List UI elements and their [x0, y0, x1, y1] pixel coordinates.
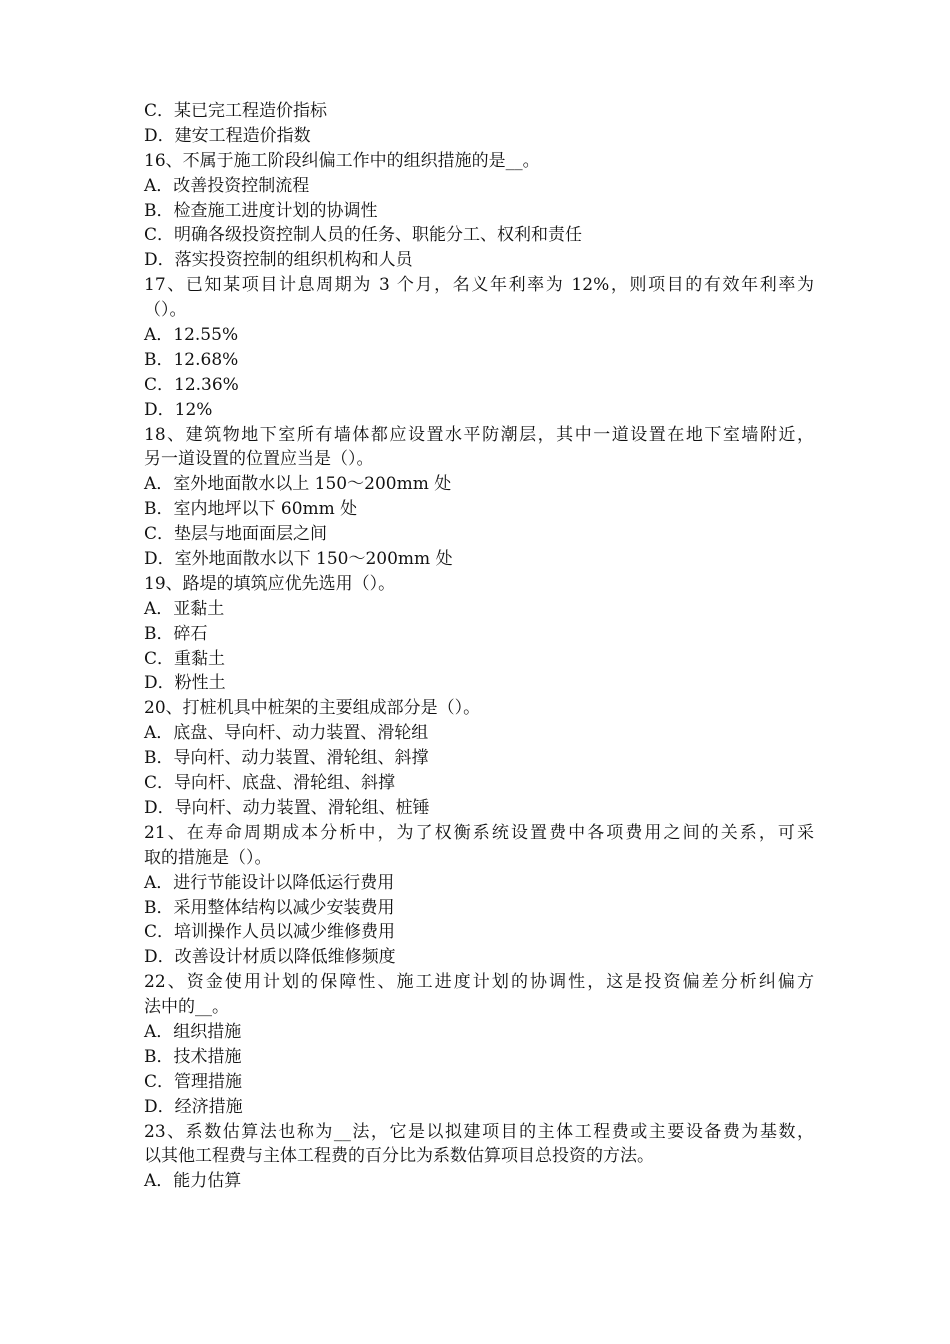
- question-22: 22、资金使用计划的保障性、施工进度计划的协调性，这是投资偏差分析纠偏方: [144, 972, 814, 993]
- option-c: C．明确各级投资控制人员的任务、职能分工、权利和责任: [144, 225, 583, 246]
- option-c: C．管理措施: [144, 1071, 243, 1092]
- option-b: B．12.68%: [144, 349, 239, 370]
- option-a: A．室外地面散水以上 150～200mm 处: [144, 474, 452, 495]
- question-17-cont: （）。: [144, 300, 187, 321]
- option-c: C．重黏土: [144, 648, 226, 669]
- question-17: 17、已知某项目计息周期为 3 个月，名义年利率为 12%，则项目的有效年利率为: [144, 275, 814, 296]
- question-21-cont: 取的措施是（）。: [144, 847, 272, 868]
- option-c: C．12.36%: [144, 374, 239, 395]
- option-b: B．检查施工进度计划的协调性: [144, 200, 378, 221]
- option-d: D．导向杆、动力装置、滑轮组、桩锤: [144, 797, 430, 818]
- option-d: D．改善设计材质以降低维修频度: [144, 947, 396, 968]
- document-page: [144, 99, 814, 1194]
- option-a: A．改善投资控制流程: [144, 175, 310, 196]
- option-d: D．12%: [144, 399, 213, 420]
- question-23: 23、系数估算法也称为__法，它是以拟建项目的主体工程费或主要设备费为基数，: [144, 1121, 814, 1142]
- option-d: D．粉性土: [144, 673, 226, 694]
- option-d: D．经济措施: [144, 1096, 243, 1117]
- question-18-cont: 另一道设置的位置应当是（）。: [144, 449, 374, 470]
- option-a: A．底盘、导向杆、动力装置、滑轮组: [144, 723, 429, 744]
- option-a: A．能力估算: [144, 1171, 242, 1192]
- question-20: 20、打桩机具中桩架的主要组成部分是（）。: [144, 698, 481, 719]
- option-c: C．培训操作人员以减少维修费用: [144, 922, 396, 943]
- option-c: C．导向杆、底盘、滑轮组、斜撑: [144, 773, 396, 794]
- question-19: 19、路堤的填筑应优先选用（）。: [144, 573, 396, 594]
- option-b: B．技术措施: [144, 1046, 242, 1067]
- option-c: C．垫层与地面面层之间: [144, 524, 328, 545]
- option-d: D．落实投资控制的组织机构和人员: [144, 250, 413, 271]
- option-b: B．导向杆、动力装置、滑轮组、斜撑: [144, 748, 429, 769]
- question-22-cont: 法中的__。: [144, 997, 229, 1018]
- option-a: A．亚黏土: [144, 598, 225, 619]
- question-16: 16、不属于施工阶段纠偏工作中的组织措施的是__。: [144, 150, 540, 171]
- option-d: D．室外地面散水以下 150～200mm 处: [144, 549, 453, 570]
- option-a: A．进行节能设计以降低运行费用: [144, 872, 395, 893]
- option-b: B．碎石: [144, 623, 208, 644]
- question-21: 21、在寿命周期成本分析中，为了权衡系统设置费中各项费用之间的关系，可采: [144, 822, 814, 843]
- option-a: A．组织措施: [144, 1021, 242, 1042]
- option-b: B．采用整体结构以减少安装费用: [144, 897, 395, 918]
- option-d: D．建安工程造价指数: [144, 125, 311, 146]
- option-c: C．某已完工程造价指标: [144, 101, 328, 121]
- option-b: B．室内地坪以下 60mm 处: [144, 499, 358, 520]
- question-23-cont: 以其他工程费与主体工程费的百分比为系数估算项目总投资的方法。: [144, 1146, 654, 1167]
- option-a: A．12.55%: [144, 325, 239, 346]
- question-18: 18、建筑物地下室所有墙体都应设置水平防潮层，其中一道设置在地下室墙附近，: [144, 424, 814, 445]
